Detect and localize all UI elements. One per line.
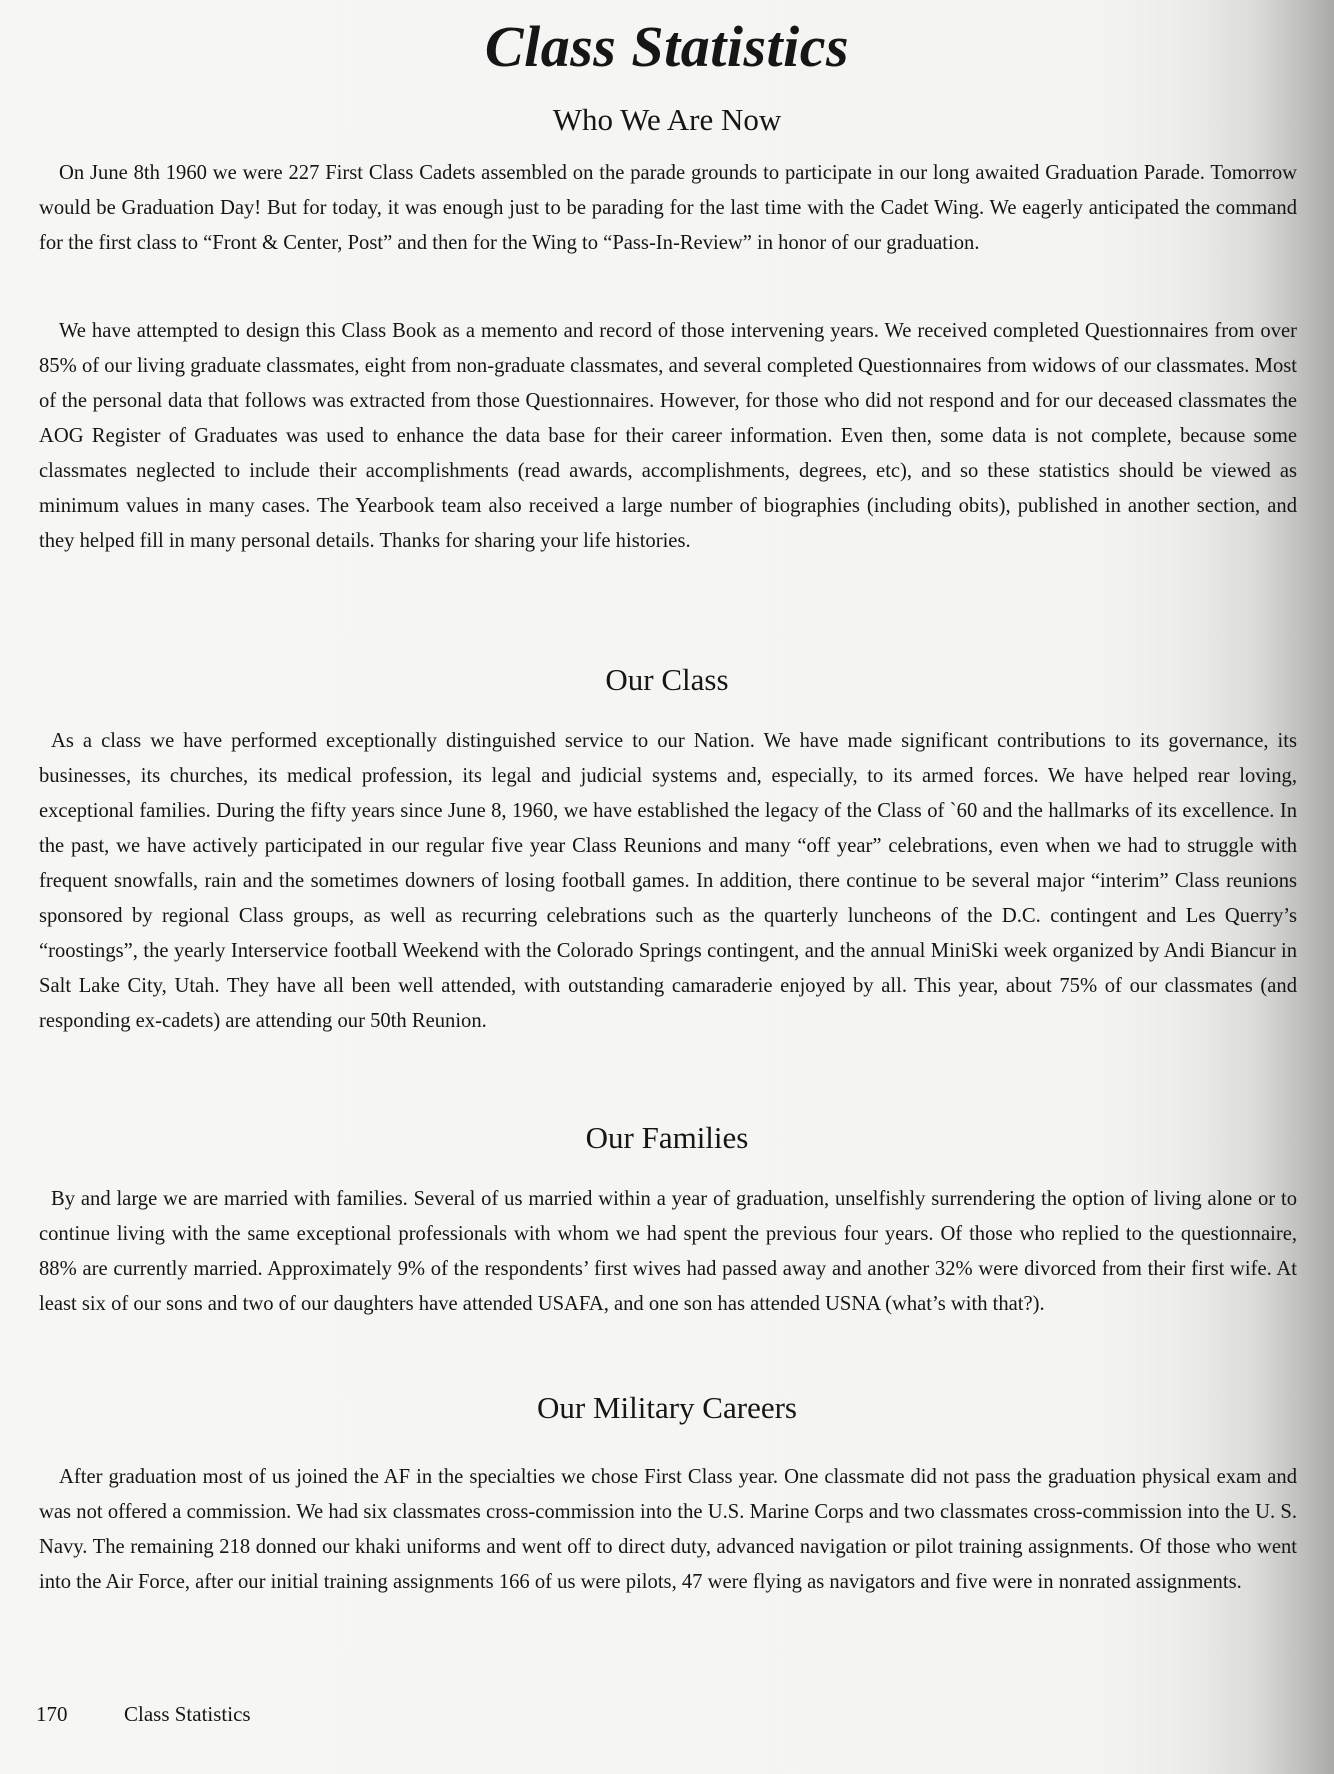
paragraph-military-careers: After graduation most of us joined the AF in the specialties we chose First Class year. One classmate did not pass the graduation physical exam and was not offered a commission. We had six classmates cross-commission into the U.S. Marine Corps and two classmates cross-commission into the U. S. Navy. The remaining 218 donned our khaki uniforms and went off to direct duty, advanced navigation or pilot training assignments. Of those who went into the Air Force, after our initial training assignments 166 of us were pilots, 47 were flying as navigators and five were in nonrated assignments. (39, 1466, 1297, 1593)
running-title: Class Statistics (124, 1702, 251, 1726)
paragraph-our-families: By and large we are married with families. Several of us married within a year of graduation, unselfishly surrendering the option of living alone or to continue living with the same exceptional professionals with whom we had spent the previous four years. Of those who replied to the questionnaire, 88% are currently married. Approximately 9% of the respondents’ first wives had passed away and another 32% were divorced from their first wife. At least six of our sons and two of our daughters have attended USAFA, and one son has attended USNA (what’s with that?). (39, 1188, 1297, 1315)
page-footer (36, 1700, 251, 1728)
section-heading-our-military-careers: Our Military Careers (537, 1390, 797, 1425)
paragraph-graduation-parade: On June 8th 1960 we were 227 First Class Cadets assembled on the parade grounds to participate in our long awaited Graduation Parade. Tomorrow would be Graduation Day! But for today, it was enough just to be parading for the last time with the Cadet Wing. We eagerly anticipated the command for the first class to “Front & Center, Post” and then for the Wing to “Pass-In-Review” in honor of our graduation. (39, 162, 1297, 254)
section-heading-our-families: Our Families (585, 1120, 749, 1155)
paragraph-class-book: We have attempted to design this Class Book as a memento and record of those intervening years. We received completed Questionnaires from over 85% of our living graduate classmates, eight from non-graduate classmates, and several completed Questionnaires from widows of our classmates. Most of the personal data that follows was extracted from those Questionnaires. However, for those who did not respond and for our deceased classmates the AOG Register of Graduates was used to enhance the data base for their career information. Even then, some data is not complete, because some classmates neglected to include their accomplishments (read awards, accomplishments, degrees, etc), and so these statistics should be viewed as minimum values in many cases. The Yearbook team also received a large number of biographies (including obits), published in another section, and they helped fill in many personal details. Thanks for sharing your life histories. (39, 320, 1297, 552)
page-number: 170 (36, 1702, 68, 1726)
section-heading-our-class: Our Class (605, 662, 729, 697)
page-title: Class Statistics (484, 14, 850, 79)
section-heading-who-we-are-now: Who We Are Now (552, 102, 782, 137)
paragraph-our-class: As a class we have performed exceptionally distinguished service to our Nation. We have made significant contributions to its governance, its businesses, its churches, its medical profession, its legal and judicial systems and, especially, to its armed forces. We have helped rear loving, exceptional families. During the fifty years since June 8, 1960, we have established the legacy of the Class of `60 and the hallmarks of its excellence. In the past, we have actively participated in our regular five year Class Reunions and many “off year” celebrations, even when we had to struggle with frequent snowfalls, rain and the sometimes downers of losing football games. In addition, there continue to be several major “interim” Class reunions sponsored by regional Class groups, as well as recurring celebrations such as the quarterly luncheons of the D.C. contingent and Les Querry’s “roostings”, the yearly Interservice football Weekend with the Colorado Springs contingent, and the annual MiniSki week organized by Andi Biancur in Salt Lake City, Utah. They have all been well attended, with outstanding camaraderie enjoyed by all. This year, about 75% of our classmates (and responding ex-cadets) are attending our 50th Reunion. (39, 730, 1297, 1032)
